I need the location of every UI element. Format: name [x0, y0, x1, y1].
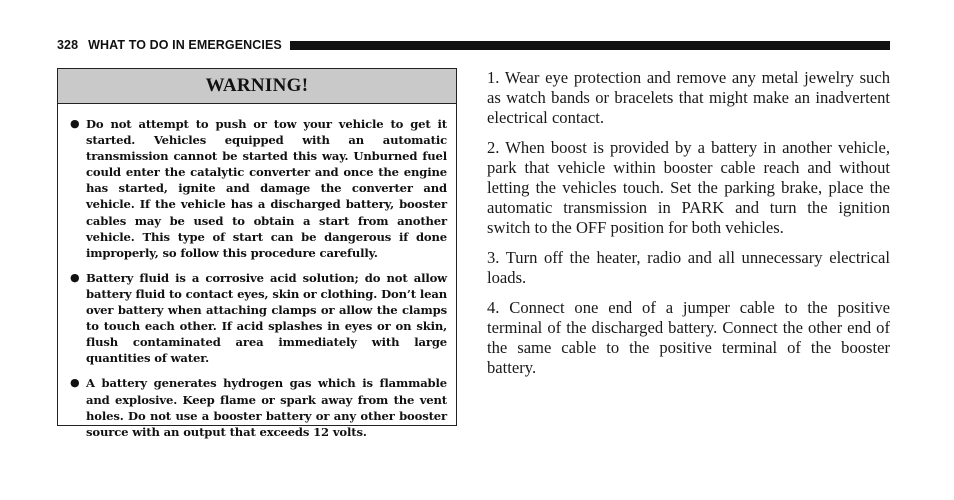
warning-header [58, 69, 456, 104]
warning-text: A battery generates hydrogen gas which is flammable and explosive. Keep flame or spark away from the vent holes. Do not use a booster battery or any other booster source with an output that exceeds 12 volts. [86, 376, 447, 439]
bullet-icon: ● [70, 117, 80, 130]
warning-item [70, 375, 447, 439]
warning-text: Battery fluid is a corrosive acid solution; do not allow battery fluid to contact eyes, skin or clothing. Don’t lean over battery when attaching clamps or allow the clamps to touch each other. If acid splashes in eyes or on skin, flush contaminated area immediately with large quantities of water. [86, 270, 447, 366]
warning-box [57, 68, 457, 439]
bullet-icon: ● [70, 376, 80, 390]
warning-item [70, 116, 447, 261]
step-paragraph: 1. Wear eye protection and remove any metal jewelry such as watch bands or bracelets that might make an inadvertent electrical contact. [487, 68, 890, 127]
warning-item [70, 270, 447, 367]
procedure-steps [487, 68, 890, 388]
section-title: WHAT TO DO IN EMERGENCIES [88, 38, 282, 52]
bullet-icon: ● [70, 270, 80, 284]
step-paragraph: 3. Turn off the heater, radio and all unnecessary electrical loads. [487, 248, 890, 287]
step-paragraph: 4. Connect one end of a jumper cable to the positive terminal of the discharged battery. Connect the other end of the same cable to the positive terminal of the booster battery. [487, 298, 890, 377]
header-rule [290, 41, 890, 50]
warning-list [58, 104, 456, 440]
page-header [57, 36, 890, 54]
warning-title: WARNING! [205, 75, 309, 96]
step-paragraph: 2. When boost is provided by a battery in another vehicle, park that vehicle within booster cable reach and without letting the vehicles touch. Set the parking brake, place the automatic transmission in PARK and turn the ignition switch to the OFF position for both vehicles. [487, 138, 890, 237]
warning-text: Do not attempt to push or tow your vehicle to get it started. Vehicles equipped with an automatic transmission cannot be started this way. Unburned fuel could enter the catalytic converter and once the engine has started, ignite and damage the converter and vehicle. If the vehicle has a discharged battery, booster cables may be used to obtain a start from another vehicle. This type of start can be dangerous if done improperly, so follow this procedure carefully. [86, 117, 447, 260]
page-number: 328 [57, 38, 79, 52]
